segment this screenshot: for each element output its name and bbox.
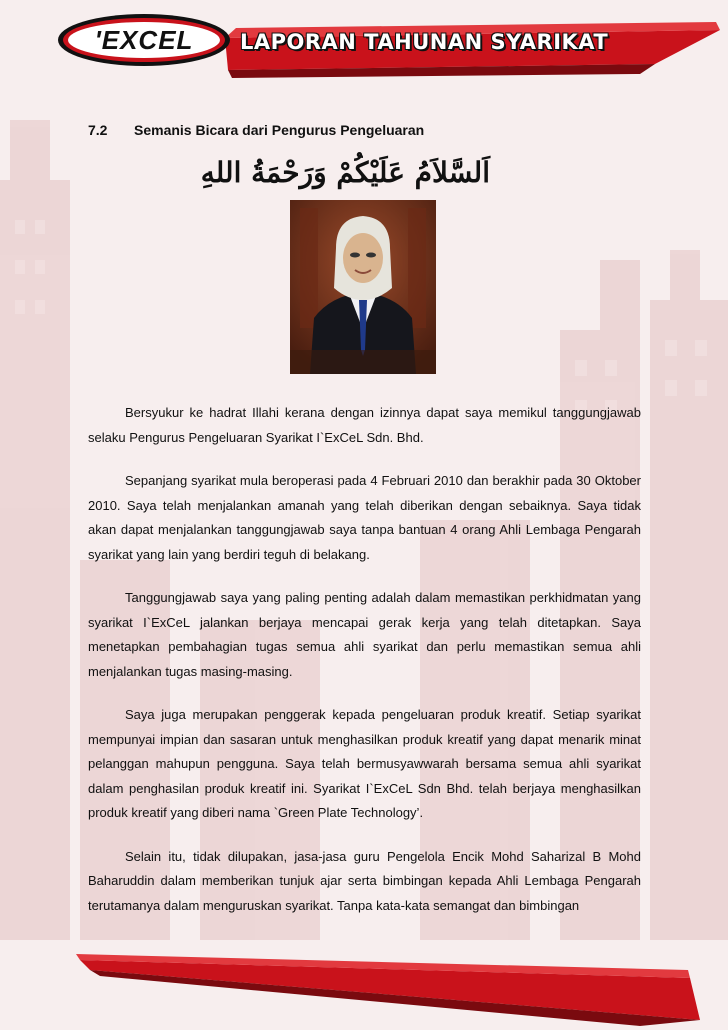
- report-title: LAPORAN TAHUNAN SYARIKAT: [240, 30, 609, 54]
- footer-swoosh: [0, 940, 728, 1030]
- paragraph: Saya juga merupakan penggerak kepada pengeluaran produk kreatif. Setiap syarikat mempunyai impian dan sasaran untuk menghasilkan produk kreatif yang dapat menarik minat pelanggan mahupun pengguna. Saya telah bermusyawwarah bersama semua ahli syarikat dalam penghasilan produk kreatif ini. Syarikat I`ExCeL Sdn Bhd. telah berjaya menghasilkan produk kreatif yang diberi nama `Green Plate Technology’.: [88, 707, 641, 820]
- header-banner: [0, 0, 728, 100]
- manager-portrait-photo: [290, 200, 436, 374]
- paragraph: Sepanjang syarikat mula beroperasi pada 4 Februari 2010 dan berakhir pada 30 Oktober 2010. Saya telah menjalankan amanah yang telah diberikan dengan sebaiknya. Saya tidak akan dapat menjalankan tanggungjawab saya tanpa bantuan 4 orang Ahli Lembaga Pengarah syarikat yang lain yang berdiri teguh di belakang.: [88, 473, 641, 562]
- section-title: Semanis Bicara dari Pengurus Pengeluaran: [134, 122, 425, 138]
- arabic-greeting: اَلسَّلاَمُ عَلَيْكُمْ وَرَحْمَةُ اللهِ: [200, 156, 490, 189]
- section-number: 7.2: [88, 122, 108, 138]
- paragraph: Bersyukur ke hadrat Illahi kerana dengan izinnya dapat saya memikul tanggungjawab selaku Pengurus Pengeluaran Syarikat I`ExCeL Sdn. Bhd.: [88, 405, 641, 445]
- company-logo: 'EXCEL: [94, 24, 194, 55]
- body-text: [88, 401, 641, 937]
- paragraph: Tanggungjawab saya yang paling penting adalah dalam memastikan perkhidmatan yang syarikat I`ExCeL jalankan berjaya mencapai gerak kerja yang telah ditetapkan. Saya menetapkan pembahagian tugas semua ahli syarikat dan perlu memastikan semua ahli menjalankan tugas masing-masing.: [88, 590, 641, 679]
- paragraph: Selain itu, tidak dilupakan, jasa-jasa guru Pengelola Encik Mohd Saharizal B Mohd Baharuddin dalam memberikan tunjuk ajar serta bimbingan kepada Ahli Lembaga Pengarah terutamanya dalam menguruskan syarikat. Tanpa kata-kata semangat dan bimbingan: [88, 848, 641, 913]
- section-heading: [88, 122, 424, 138]
